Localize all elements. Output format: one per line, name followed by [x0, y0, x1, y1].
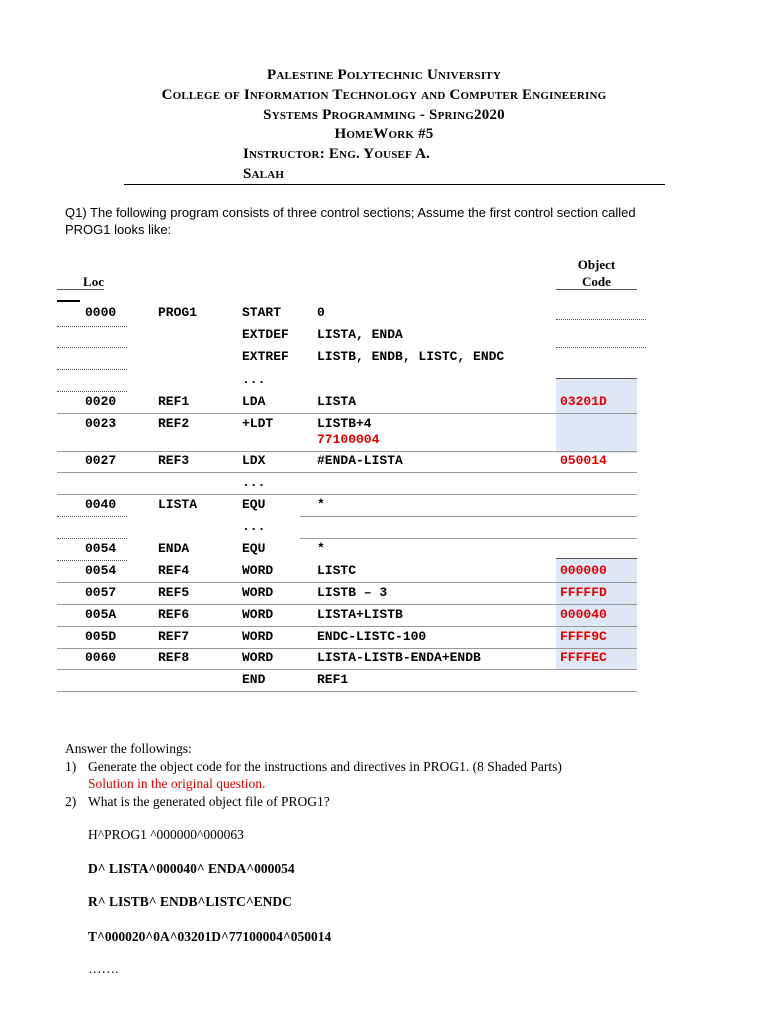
opcode-cell: +LDT — [242, 416, 274, 431]
loc-cell: 0020 — [85, 394, 117, 409]
instructor-line-2: Salah — [243, 166, 285, 182]
row-rule — [57, 626, 637, 627]
row-rule — [57, 472, 637, 473]
table-row — [0, 327, 768, 349]
college-name: College of Information Technology and Computer Engineering — [161, 87, 607, 103]
object-code-cell: 000040 — [560, 607, 607, 622]
row-rule — [300, 538, 637, 539]
label-cell: REF7 — [158, 629, 190, 644]
object-code-header-underline — [556, 289, 637, 290]
opcode-cell: WORD — [242, 629, 274, 644]
operand-cell: 0 — [317, 305, 325, 320]
row-rule — [57, 538, 127, 539]
loc-cell: 0057 — [85, 585, 117, 600]
opcode-cell: EQU — [242, 541, 266, 556]
object-code-cell: FFFFEC — [560, 650, 607, 665]
label-cell: PROG1 — [158, 305, 198, 320]
row-rule — [57, 347, 127, 348]
q2-text: What is the generated object file of PROG1? — [88, 794, 330, 809]
label-cell: REF2 — [158, 416, 190, 431]
operand-cell: * — [317, 497, 325, 512]
row-rule — [556, 347, 646, 348]
opcode-cell: WORD — [242, 650, 274, 665]
row-rule — [57, 391, 127, 392]
header-divider — [124, 184, 665, 185]
table-row — [0, 305, 768, 327]
label-cell: REF4 — [158, 563, 190, 578]
row-rule — [556, 558, 637, 559]
define-record: D^ LISTA^000040^ ENDA^000054 — [88, 861, 295, 876]
label-cell: REF1 — [158, 394, 190, 409]
loc-cell: 0054 — [85, 563, 117, 578]
row-rule — [57, 560, 127, 561]
opcode-cell: ... — [242, 519, 266, 534]
loc-cell: 005A — [85, 607, 117, 622]
operand-cell: LISTA, ENDA — [317, 327, 403, 342]
opcode-cell: END — [242, 672, 266, 687]
loc-cell: 0023 — [85, 416, 117, 431]
course-title: Systems Programming - Spring2020 — [263, 107, 505, 123]
row-rule — [57, 369, 127, 370]
label-cell: ENDA — [158, 541, 190, 556]
operand-cell: LISTC — [317, 563, 357, 578]
instructor-line-1: Instructor: Eng. Yousef A. — [243, 146, 431, 162]
opcode-cell: WORD — [242, 563, 274, 578]
label-cell: LISTA — [158, 497, 198, 512]
row-rule — [57, 413, 637, 414]
row-rule — [57, 451, 637, 452]
object-code-cell: 000000 — [560, 563, 607, 578]
row-rule — [57, 516, 127, 517]
loc-column-header: Loc — [83, 274, 104, 289]
q2-number: 2) — [65, 794, 77, 809]
row-rule — [57, 582, 637, 583]
label-cell: REF6 — [158, 607, 190, 622]
loc-cell: 0000 — [85, 305, 117, 320]
operand-cell: LISTB+4 — [317, 416, 372, 431]
refer-record: R^ LISTB^ ENDB^LISTC^ENDC — [88, 894, 292, 909]
operand-cell: ENDC-LISTC-100 — [317, 629, 427, 644]
opcode-cell: WORD — [242, 585, 274, 600]
opcode-cell: ... — [242, 475, 266, 490]
row-rule — [57, 669, 637, 670]
operand-cell: LISTA-LISTB-ENDA+ENDB — [317, 650, 481, 665]
text-record: T^000020^0A^03201D^77100004^050014 — [88, 929, 332, 944]
header-record: H^PROG1 ^000000^000063 — [88, 827, 244, 842]
opcode-cell: LDX — [242, 453, 266, 468]
object-code-cell: 050014 — [560, 453, 607, 468]
object-code-header-1: Object — [577, 257, 616, 272]
operand-cell: #ENDA-LISTA — [317, 453, 403, 468]
object-code-header-2: Code — [582, 274, 611, 289]
opcode-cell: EQU — [242, 497, 266, 512]
object-code-cell: FFFF9C — [560, 629, 607, 644]
operand-cell: LISTA — [317, 394, 357, 409]
object-code-cell: 03201D — [560, 394, 607, 409]
q1-solution: Solution in the original question. — [88, 776, 266, 791]
operand-cell: * — [317, 541, 325, 556]
row-rule — [300, 516, 637, 517]
loc-cell: 0040 — [85, 497, 117, 512]
loc-cell: 0027 — [85, 453, 117, 468]
loc-header-underline — [57, 289, 104, 290]
opcode-cell: START — [242, 305, 282, 320]
row-rule — [57, 648, 637, 649]
row-rule — [57, 604, 637, 605]
loc-cell: 005D — [85, 629, 117, 644]
q1-number: 1) — [65, 759, 77, 774]
row-rule — [57, 494, 637, 495]
row-rule — [57, 691, 637, 692]
operand-cell: REF1 — [317, 672, 349, 687]
question-intro: Q1) The following program consists of three control sections; Assume the first control section called PROG1 looks like: — [65, 205, 636, 237]
table-row — [0, 349, 768, 371]
operand-cell: LISTB – 3 — [317, 585, 388, 600]
opcode-cell: ... — [242, 372, 266, 387]
homework-title: HomeWork #5 — [334, 126, 434, 142]
loc-cell: 0054 — [85, 541, 117, 556]
university-name: Palestine Polytechnic University — [267, 67, 501, 83]
opcode-cell: EXTDEF — [242, 327, 289, 342]
row-rule — [556, 378, 637, 379]
q1-text: Generate the object code for the instructions and directives in PROG1. (8 Shaded Parts) — [88, 759, 562, 774]
label-cell: REF5 — [158, 585, 190, 600]
label-cell: REF8 — [158, 650, 190, 665]
operand-cell: LISTA+LISTB — [317, 607, 403, 622]
loc-header-underline-2 — [57, 300, 80, 302]
operand-object-code: 77100004 — [317, 432, 380, 447]
label-cell: REF3 — [158, 453, 190, 468]
operand-cell: LISTB, ENDB, LISTC, ENDC — [317, 349, 505, 364]
opcode-cell: EXTREF — [242, 349, 289, 364]
continuation-ellipsis: ……. — [88, 961, 119, 976]
opcode-cell: LDA — [242, 394, 266, 409]
object-code-cell: FFFFFD — [560, 585, 607, 600]
answers-heading: Answer the followings: — [65, 741, 192, 756]
loc-cell: 0060 — [85, 650, 117, 665]
row-rule — [556, 319, 646, 320]
opcode-cell: WORD — [242, 607, 274, 622]
